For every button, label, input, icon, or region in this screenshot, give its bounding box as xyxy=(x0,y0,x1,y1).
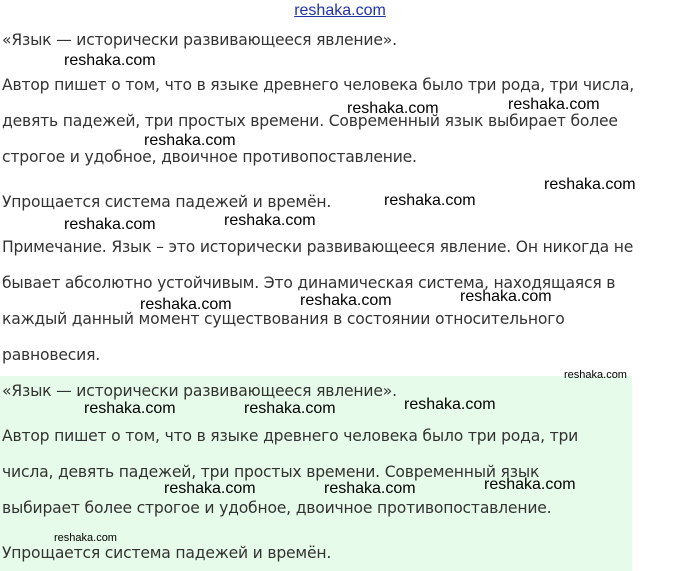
watermark: reshaka.com xyxy=(144,132,236,149)
watermark: reshaka.com xyxy=(244,400,336,417)
watermark: reshaka.com xyxy=(64,52,156,69)
section1-para-line-3: строгое и удобное, двоичное противопоставление. xyxy=(2,148,417,166)
watermark: reshaka.com xyxy=(164,480,256,497)
section1-sentence: Упрощается система падежей и времён. xyxy=(2,193,332,211)
watermark: reshaka.com xyxy=(384,192,476,209)
section2-para-line-3: выбирает более строгое и удобное, двоичное противопоставление. xyxy=(2,499,552,517)
watermark: reshaka.com xyxy=(484,476,576,493)
section2-para-line-1: Автор пишет о том, что в языке древнего человека было три рода, три xyxy=(2,427,579,445)
watermark: reshaka.com xyxy=(564,369,627,381)
watermark: reshaka.com xyxy=(324,480,416,497)
note-line-3: каждый данный момент существования в состоянии относительного xyxy=(2,310,565,328)
section2-sentence: Упрощается система падежей и времён. xyxy=(2,544,332,562)
note-line-1: Примечание. Язык – это исторически развивающееся явление. Он никогда не xyxy=(2,238,634,256)
section2-title: «Язык — исторически развивающееся явление». xyxy=(2,382,397,400)
note-line-4: равновесия. xyxy=(2,346,101,364)
section1-para-line-1: Автор пишет о том, что в языке древнего человека было три рода, три числа, xyxy=(2,76,635,94)
note-line-2: бывает абсолютно устойчивым. Это динамическая система, находящаяся в xyxy=(2,274,616,292)
watermark: reshaka.com xyxy=(508,96,600,113)
watermark: reshaka.com xyxy=(64,216,156,233)
watermark: reshaka.com xyxy=(347,100,439,117)
watermark: reshaka.com xyxy=(460,288,552,305)
section1-title: «Язык — исторически развивающееся явление». xyxy=(2,31,397,49)
section2-para-line-2: числа, девять падежей, три простых времени. Современный язык xyxy=(2,463,540,481)
watermark: reshaka.com xyxy=(404,396,496,413)
watermark: reshaka.com xyxy=(140,296,232,313)
watermark: reshaka.com xyxy=(54,532,117,544)
watermark: reshaka.com xyxy=(84,400,176,417)
watermark: reshaka.com xyxy=(544,176,636,193)
section1-para-line-2: девять падежей, три простых времени. Современный язык выбирает более xyxy=(2,112,618,130)
watermark: reshaka.com xyxy=(224,212,316,229)
header-watermark-link[interactable]: reshaka.com xyxy=(294,2,386,19)
watermark: reshaka.com xyxy=(300,292,392,309)
